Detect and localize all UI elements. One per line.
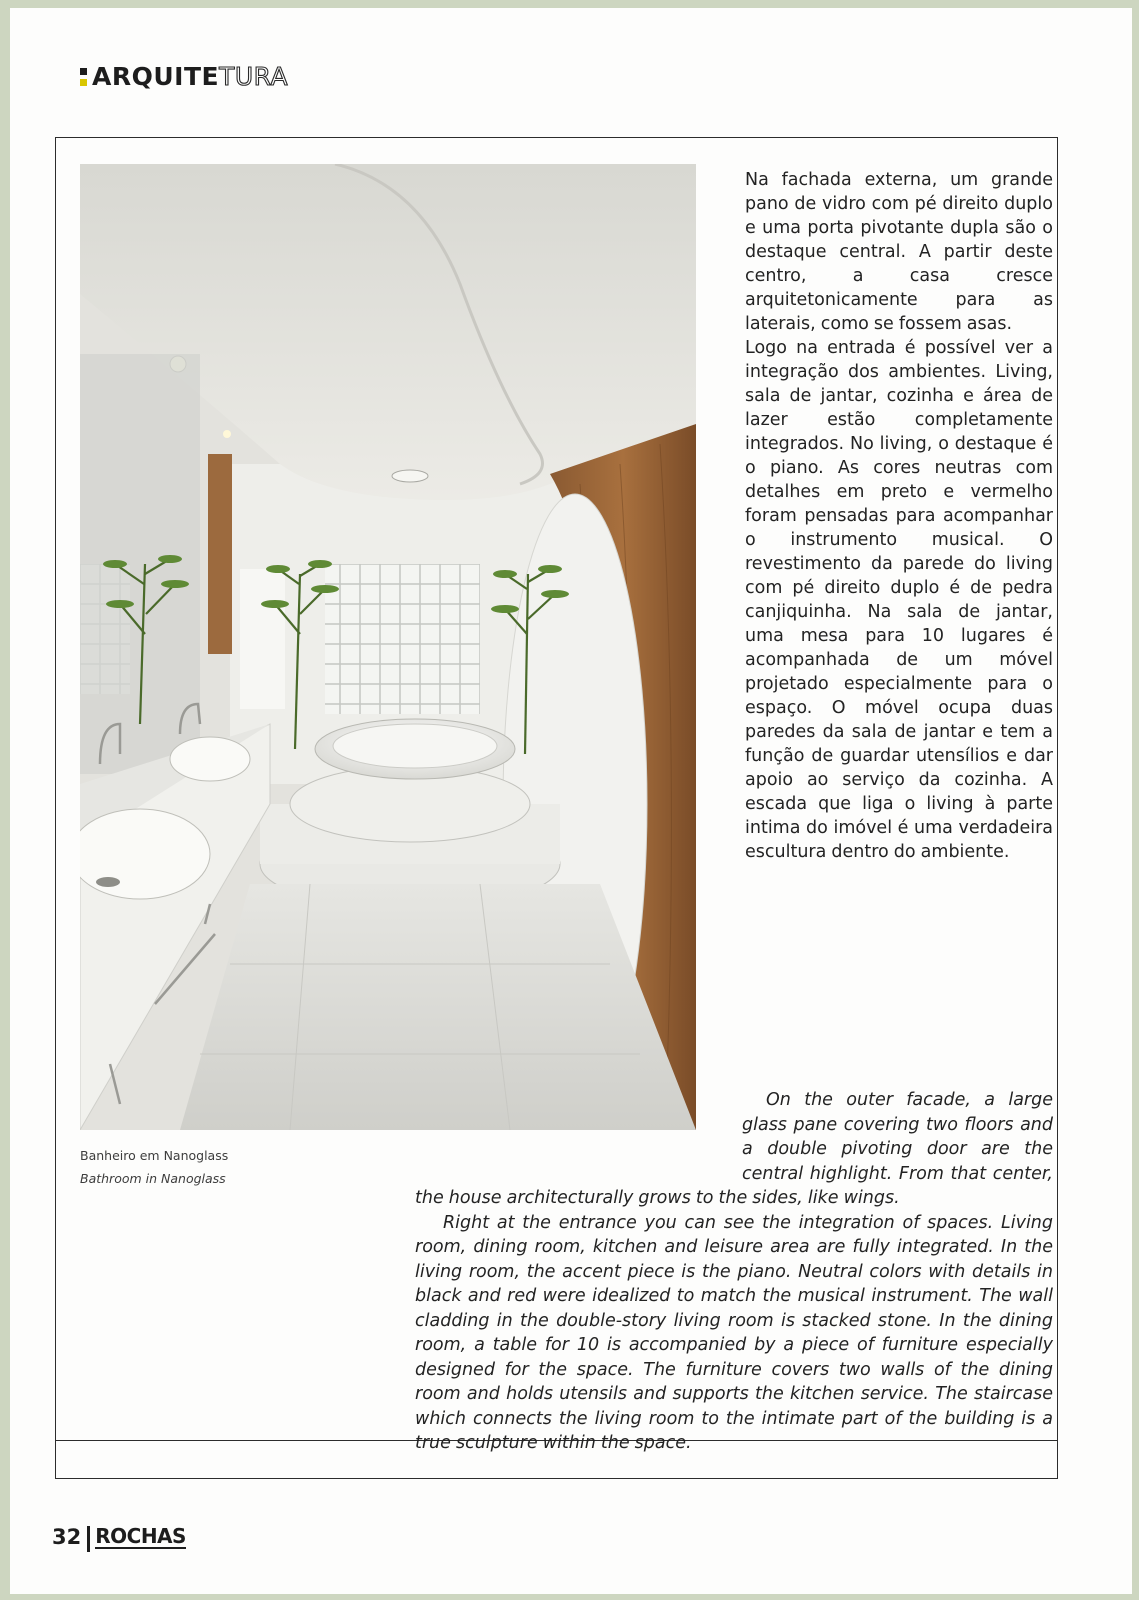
article-pt-paragraph-1: Na fachada externa, um grande pano de vidro com pé direito duplo e uma porta pivotante dupla são o destaque central. A partir deste centro, a casa cresce arquitetonicamente para as laterais, como se fossem asas. bbox=[745, 170, 1053, 334]
magazine-logo: ROCHAS bbox=[95, 1524, 186, 1548]
page-footer bbox=[52, 1523, 186, 1549]
section-title-outline: TURA bbox=[219, 62, 289, 91]
caption-pt: Banheiro em Nanoglass bbox=[80, 1148, 229, 1163]
article-en-paragraph-1: On the outer facade, a large glass pane covering two floors and a double pivoting door are the central highlight. From that center, the house architecturally grows to the sides, like wings. bbox=[415, 1090, 1053, 1208]
section-title bbox=[80, 62, 288, 91]
article-en-paragraph-2: Right at the entrance you can see the integration of spaces. Living room, dining room, kitchen and leisure area are fully integrated. In the living room, the accent piece is the piano. Neutral colors with details in black and red were idealized to match the musical instrument. The wall cladding in the double-story living room is stacked stone. In the dining room, a table for 10 is accompanied by a piece of furniture especially designed for the space. The furniture covers two walls of the dining room and holds utensils and supports the kitchen service. The staircase which connects the living room to the intimate part of the building is a true sculpture within the space. bbox=[415, 1212, 1053, 1453]
photo-caption bbox=[80, 1144, 228, 1190]
section-title-bold: ARQUITE bbox=[92, 62, 220, 91]
page-number: 32 bbox=[52, 1525, 82, 1549]
section-bullet-icon bbox=[80, 68, 87, 86]
article-text-pt bbox=[745, 168, 1053, 864]
article-text-en bbox=[415, 1088, 1053, 1456]
caption-en: Bathroom in Nanoglass bbox=[80, 1171, 226, 1186]
bathroom-photo bbox=[80, 164, 696, 1130]
article-pt-paragraph-2: Logo na entrada é possível ver a integração dos ambientes. Living, sala de jantar, cozinha e área de lazer estão completamente integrados. No living, o destaque é o piano. As cores neutras com detalhes em preto e vermelho foram pensadas para acompanhar o instrumento musical. O revestimento da parede do living com pé direito duplo é de pedra canjiquinha. Na sala de jantar, uma mesa para 10 lugares é acompanhada de um móvel projetado especialmente para o espaço. O móvel ocupa duas paredes da sala de jantar e tem a função de guardar utensílios e dar apoio ao serviço da cozinha. A escada que liga o living à parte intima do imóvel é uma verdadeira escultura dentro do ambiente. bbox=[745, 338, 1053, 862]
footer-separator bbox=[87, 1526, 90, 1552]
